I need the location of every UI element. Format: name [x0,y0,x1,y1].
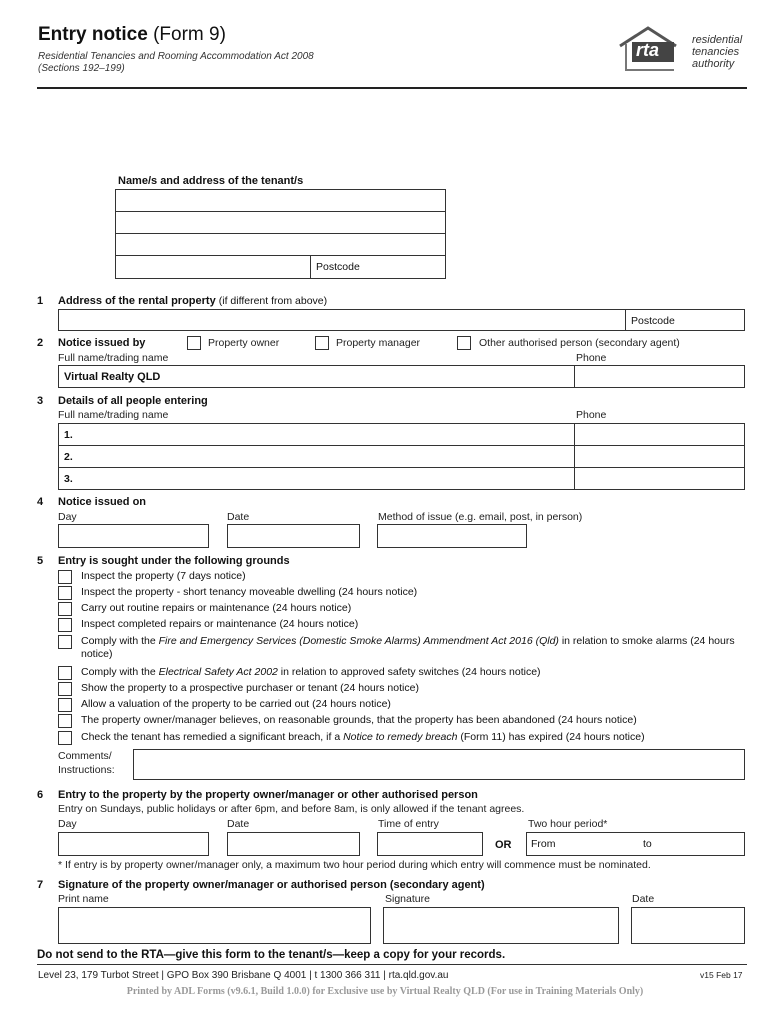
issuer-phone-field[interactable] [574,365,745,388]
footer-printed-by: Printed by ADL Forms (v9.6.1, Build 1.0.0) for Exclusive use by Virtual Realty QLD (For use in Training Materials Only) [126,986,644,997]
s6-day-label: Day [58,818,77,830]
form-title [38,24,226,46]
label-property-manager: Property manager [336,337,421,349]
s4-number: 4 [37,496,44,508]
person-1-phone-field[interactable] [574,423,745,446]
s1-heading-text: Address of the rental property [58,295,216,307]
checkbox-property-manager[interactable] [315,336,329,350]
ground-1-checkbox[interactable] [58,570,72,584]
s2-name-label: Full name/trading name [58,352,169,364]
s3-number: 3 [37,395,44,407]
entry-time-field[interactable] [377,832,483,856]
ground-1-label: Inspect the property (7 days notice) [81,570,246,582]
ground-10-text-a: Check the tenant has remedied a significant breach, if a [81,731,344,743]
checkbox-property-owner[interactable] [187,336,201,350]
ground-8-checkbox[interactable] [58,698,72,712]
s1-heading-note: (if different from above) [218,295,328,307]
s1-heading [58,295,327,307]
tenant-postcode-label: Postcode [316,261,360,273]
entry-date-field[interactable] [227,832,360,856]
footer-notice: Do not send to the RTA—give this form to the tenant/s—keep a copy for your records. [37,949,506,961]
s6-heading: Entry to the property by the property owner/manager or other authorised person [58,789,478,801]
label-other-authorised: Other authorised person (secondary agent) [479,337,680,349]
or-label: OR [495,839,512,851]
ground-6-text-c: in relation to approved safety switches (24 hours notice) [277,666,541,678]
ground-9-checkbox[interactable] [58,714,72,728]
title-form-number: (Form 9) [153,24,226,45]
s5-number: 5 [37,555,44,567]
rental-address-field[interactable] [58,309,626,331]
ground-5-checkbox[interactable] [58,635,72,649]
checkbox-other-authorised[interactable] [457,336,471,350]
comments-label-1: Comments/ [58,750,112,762]
ground-5-text-c: in relation to smoke alarms (24 hours notice) [81,635,735,660]
ground-4-checkbox[interactable] [58,618,72,632]
ground-6-text-a: Comply with the [81,666,159,678]
person-3-name-field[interactable] [58,467,575,490]
print-name-field[interactable] [58,907,371,944]
s4-method-label: Method of issue (e.g. email, post, in person) [378,511,583,523]
period-from-label: From [531,838,556,850]
tenant-line-2[interactable] [115,211,446,234]
entry-day-field[interactable] [58,832,209,856]
comments-field[interactable] [133,749,745,780]
issue-method-field[interactable] [377,524,527,548]
s7-date-label: Date [632,893,655,905]
issuer-name-value: Virtual Realty QLD [64,371,161,383]
person-2-label: 2. [64,451,73,463]
ground-6-act: Electrical Safety Act 2002 [158,666,278,678]
s7-print-label: Print name [58,893,109,905]
ground-10-text-c: (Form 11) has expired (24 hours notice) [457,731,645,743]
ground-5-label [81,635,741,661]
signature-field[interactable] [383,907,619,944]
s2-phone-label: Phone [576,352,607,364]
title-main: Entry notice [38,24,148,45]
footer-version: v15 Feb 17 [700,970,743,980]
ground-4-label: Inspect completed repairs or maintenance (24 hours notice) [81,618,359,630]
person-1-label: 1. [64,429,73,441]
ground-6-checkbox[interactable] [58,666,72,680]
logo-text: rta [636,40,660,60]
s3-heading: Details of all people entering [58,395,208,407]
s7-signature-label: Signature [385,893,430,905]
s6-period-label: Two hour period* [528,818,608,830]
s6-footnote: * If entry is by property owner/manager only, a maximum two hour period during which entry will commence must be nominated. [58,859,651,871]
s4-date-label: Date [227,511,250,523]
header-divider [37,87,747,89]
period-to-label: to [643,838,652,850]
s7-number: 7 [37,879,44,891]
s3-phone-label: Phone [576,409,607,421]
person-1-name-field[interactable] [58,423,575,446]
s6-number: 6 [37,789,44,801]
footer-address: Level 23, 179 Turbot Street | GPO Box 390 Brisbane Q 4001 | t 1300 366 311 | rta.qld.gov.au [38,970,449,981]
person-2-phone-field[interactable] [574,445,745,468]
person-3-phone-field[interactable] [574,467,745,490]
ground-3-label: Carry out routine repairs or maintenance (24 hours notice) [81,602,352,614]
rental-postcode-field[interactable] [625,309,745,331]
s3-name-label: Full name/trading name [58,409,169,421]
issued-day-field[interactable] [58,524,209,548]
s6-note: Entry on Sundays, public holidays or after 6pm, and before 8am, is only allowed if the tenant agrees. [58,803,525,815]
logo-line3: authority [692,58,735,70]
ground-5-text-a: Comply with the [81,635,159,647]
tenant-postcode-field[interactable] [310,255,446,279]
ground-8-label: Allow a valuation of the property to be carried out (24 hours notice) [81,698,391,710]
entry-period-field[interactable] [526,832,745,856]
signature-date-field[interactable] [631,907,745,944]
tenant-label: Name/s and address of the tenant/s [118,175,304,187]
logo-line1: residential [692,34,743,46]
ground-9-label: The property owner/manager believes, on reasonable grounds, that the property has been abandoned (24 hours notice) [81,714,637,726]
ground-7-label: Show the property to a prospective purchaser or tenant (24 hours notice) [81,682,419,694]
s6-date-label: Date [227,818,250,830]
ground-2-label: Inspect the property - short tenancy moveable dwelling (24 hours notice) [81,586,418,598]
person-2-name-field[interactable] [58,445,575,468]
ground-7-checkbox[interactable] [58,682,72,696]
rta-logo [618,26,748,74]
tenant-line-3[interactable] [115,233,446,256]
ground-6-label [81,666,541,678]
person-3-label: 3. [64,473,73,485]
ground-2-checkbox[interactable] [58,586,72,600]
logo-line2: tenancies [692,46,740,58]
act-name: Residential Tenancies and Rooming Accommodation Act 2008 [38,51,314,62]
ground-10-label [81,731,645,743]
s1-number: 1 [37,295,44,307]
ground-5-act: Fire and Emergency Services (Domestic Smoke Alarms) Ammendment Act 2016 (Qld) [158,635,559,647]
label-property-owner: Property owner [208,337,280,349]
act-sections: (Sections 192–199) [38,63,125,74]
issuer-name-field[interactable] [58,365,575,388]
s4-heading: Notice issued on [58,496,147,508]
footer-divider [37,964,747,965]
ground-3-checkbox[interactable] [58,602,72,616]
s5-heading: Entry is sought under the following grounds [58,555,290,567]
s4-day-label: Day [58,511,77,523]
s6-time-label: Time of entry [378,818,439,830]
comments-label-2: Instructions: [58,764,115,776]
tenant-line-4[interactable] [115,255,311,279]
ground-10-notice: Notice to remedy breach [343,731,458,743]
s7-heading: Signature of the property owner/manager or authorised person (secondary agent) [58,879,485,891]
tenant-line-1[interactable] [115,189,446,212]
s2-number: 2 [37,337,44,349]
rental-postcode-label: Postcode [631,315,675,327]
s2-heading: Notice issued by [58,337,146,349]
issued-date-field[interactable] [227,524,360,548]
ground-10-checkbox[interactable] [58,731,72,745]
